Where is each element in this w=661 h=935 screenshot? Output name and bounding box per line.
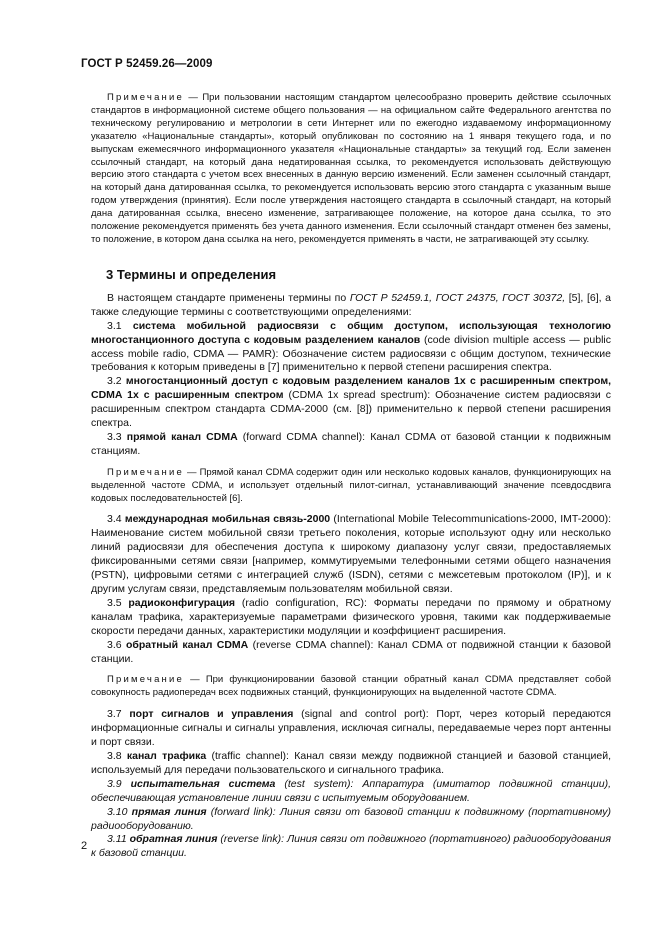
term-number: 3.3 — [107, 430, 127, 443]
document-id: ГОСТ Р 52459.26—2009 — [81, 58, 213, 70]
note-text: — При функционировании базовой станции обратный канал CDMA представляет собой совокупность радиопередач всех подвижных станций, функционирующих на выделенной частоте CDMA. — [91, 674, 611, 699]
note-3-6 — [91, 674, 611, 700]
term-definition: (reverse link): Линия связи от подвижного (портативного) радиооборудования к базовой станции. — [91, 833, 611, 860]
page-number: 2 — [81, 840, 88, 852]
intro-paragraph — [91, 292, 611, 320]
term-3-11 — [91, 833, 611, 861]
term-number: 3.2 — [107, 375, 126, 388]
term-3-10 — [91, 806, 611, 834]
term-number: 3.11 — [107, 833, 130, 846]
term-definition: (International Mobile Telecommunications-2000, IMT-2000): Наименование систем мобильной связи третьего поколения, которые используют одну или несколько линий радиосвязи для обеспечения доступа к широкому диапазону услуг связи, предоставляемых фиксированными сетями связи [например, коммутируемыми телефонными сетями общего назначения (PSTN), цифровыми сетями с интеграцией служб (ISDN), сетями с межсетевым протоколом (IP)], и к другим услугам связи, представляемым пользователям мобильной связи. — [91, 513, 612, 595]
term-3-2 — [91, 375, 611, 431]
term-name: прямой канал CDMA — [126, 430, 238, 443]
intro-post: [5], [6], а также следующие термины с соответствующими определениями: — [91, 291, 611, 318]
term-definition: (forward CDMA channel): Канал CDMA от базовой станции к подвижным станциям. — [91, 430, 611, 457]
term-3-1 — [91, 320, 611, 376]
term-number: 3.4 — [107, 513, 125, 526]
term-definition: (forward link): Линия связи от базовой станции к подвижному (портативному) радиооборудованию. — [91, 805, 612, 832]
term-definition: (CDMA 1x spread spectrum): Обозначение систем радиосвязи с расширенным спектром стандарта CDMA-2000 (см. [8]) применительно к первой степени расширения спектра. — [91, 389, 611, 430]
term-number: 3.8 — [107, 749, 127, 762]
term-definition: (reverse CDMA channel): Канал CDMA от подвижной станции к базовой станции. — [91, 638, 611, 665]
term-name: канал трафика — [126, 749, 207, 762]
term-3-9 — [91, 778, 611, 806]
term-definition: (test system): Аппаратура (имитатор подвижной станции), обеспечивающая установление линии связи с испытуемым оборудованием. — [91, 777, 612, 804]
term-name: испытательная система — [130, 777, 276, 790]
term-3-6 — [91, 639, 611, 667]
note-text: — Прямой канал CDMA содержит один или несколько кодовых каналов, функционирующих на выделенной частоте CDMA, и использует отдельный пилот-сигнал, устанавливающий значение псевдосдвига кодовых последовательностей [6]. — [91, 466, 611, 504]
note-text: — При пользовании настоящим стандартом целесообразно проверить действие ссылочных стандартов в информационной системе общего пользования — на официальном сайте Федерального агентства по техническому регулированию и метрологии в сети Интернет или по ежегодно издаваемому информационному указателю «Национальные стандарты», который опубликован по состоянию на 1 января текущего года, и по выпускам ежемесячного информационного указателя «Национальные стандарты» за текущий год. Если заменен ссылочный стандарт, на который дана недатированная ссылка, то рекомендуется использовать действующую версию этого стандарта с учетом всех внесенных в данную версию изменений. Если заменен ссылочный стандарт, на который дана датированная ссылка, то рекомендуется использовать версию этого стандарта с указанным выше годом утверждения (принятия). Если после утверждения настоящего стандарта в ссылочный стандарт, на который дана датированная ссылка, внесено изменение, затрагивающее положение, на которое дана ссылка, то это положение рекомендуется применять без учета данного изменения. Если ссылочный стандарт отменен без замены, то положение, в котором дана ссылка на него, рекомендуется применять в части, не затрагивающей эту ссылку. — [91, 92, 611, 245]
term-name: радиоконфигурация — [128, 596, 236, 609]
term-3-5 — [91, 597, 611, 639]
term-name: порт сигналов и управления — [129, 708, 294, 721]
term-number: 3.5 — [107, 596, 129, 609]
term-3-3 — [91, 431, 611, 459]
term-definition: (signal and control port): Порт, через который передаются информационные сигналы и сигналы управления, исключая сигналы, передаваемые через порт антенны и порт связи. — [91, 708, 611, 749]
note-lead: Примечание — [107, 466, 184, 478]
term-3-8 — [91, 750, 611, 778]
term-definition: (radio configuration, RC): Форматы передачи по прямому и обратному каналам трафика, характеризуемые параметрами физического уровня, такими как поддерживаемые скорости передачи данных, характеристики модуляции и коэффициент расширения. — [91, 596, 611, 637]
term-number: 3.9 — [107, 777, 131, 790]
note-lead: Примечание — [107, 674, 184, 686]
term-definition: (code division multiple access — public access mobile radio, CDMA — PAMR): Обозначение систем радиосвязи с общим доступом, технические требования к которым приведены в [7] применительно к первой степени расширения спектра. — [91, 333, 611, 374]
term-number: 3.1 — [107, 319, 133, 332]
term-number: 3.7 — [107, 708, 130, 721]
note-lead: Примечание — [107, 92, 184, 103]
intro-pre: В настоящем стандарте применены термины по — [107, 291, 350, 304]
term-number: 3.10 — [107, 805, 132, 818]
term-3-4 — [91, 513, 611, 596]
term-name: обратный канал CDMA — [125, 638, 249, 651]
term-3-7 — [91, 708, 611, 750]
section-title: 3 Термины и определения — [106, 266, 277, 282]
term-number: 3.6 — [107, 638, 126, 651]
note-3-3 — [91, 467, 611, 506]
term-definition: (traffic channel): Канал связи между подвижной станцией и базовой станцией, используемый для передачи пользовательского и сигнального трафика. — [91, 749, 611, 776]
term-name: международная мобильная связь-2000 — [124, 513, 331, 526]
term-name: многостанционный доступ с кодовым разделением каналов 1x с расширенным спектром, CDMA 1x с расширенным спектром — [91, 375, 612, 402]
term-name: обратная линия — [129, 833, 218, 846]
term-name: прямая линия — [131, 805, 207, 818]
note-referenced-standards — [91, 92, 611, 247]
term-name: система мобильной радиосвязи с общим доступом, использующая технологию многостанционного доступа с кодовым разделением каналов — [91, 319, 611, 346]
page-content — [91, 92, 611, 861]
intro-refs: ГОСТ Р 52459.1, ГОСТ 24375, ГОСТ 30372, — [349, 291, 566, 304]
